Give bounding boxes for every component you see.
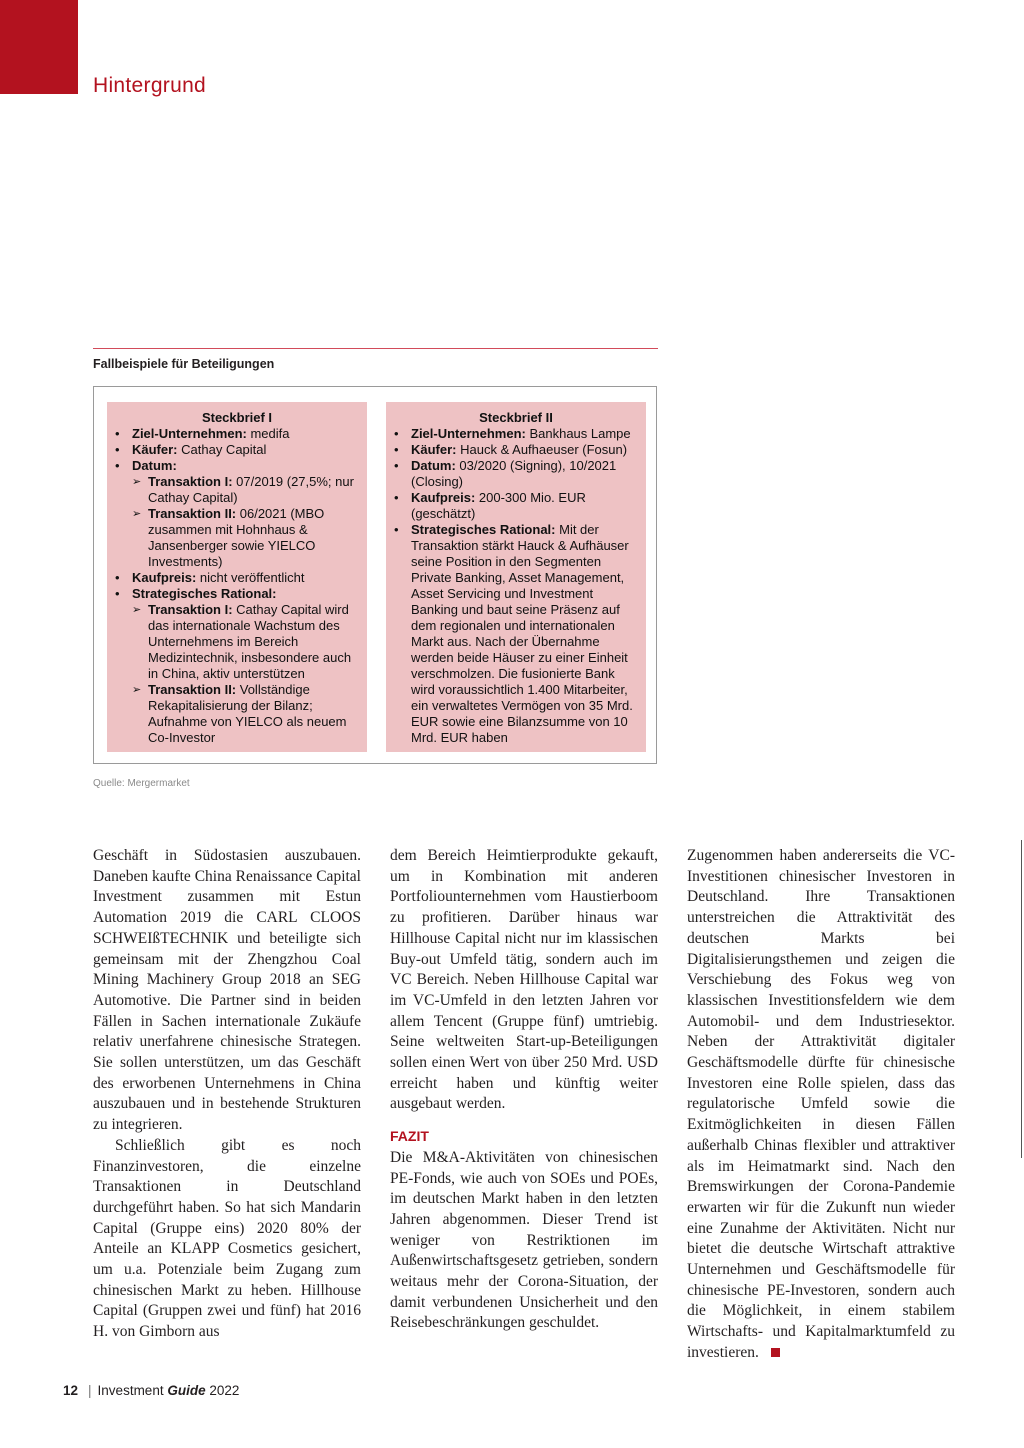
- item-text: 07/2019 (27,5%; nur Cathay Capital): [148, 474, 354, 505]
- paragraph: [687, 846, 955, 1364]
- page-footer: [63, 1383, 239, 1398]
- list-item: [115, 442, 359, 458]
- sub-list-item: [115, 602, 359, 682]
- section-color-tab: [0, 0, 78, 94]
- item-text: Cathay Capital: [177, 442, 267, 457]
- item-label: Kaufpreis:: [132, 570, 197, 585]
- paragraph: Schließlich gibt es noch Finanzinvestoren, die einzelne Transaktionen in Deutschland durchgeführt haben. So hat sich Mandarin Capital (Gruppe eins) 2020 80% der Anteile an KLAPP Cosmetics gesichert, um u.a. Potenziale beim Zugang zum chinesischen Markt zu heben. Hillhouse Capital (Gruppen zwei und fünf) hat 2016 H. von Gimborn aus: [93, 1136, 361, 1341]
- item-text: Vollständige Rekapitalisierung der Bilanz; Aufnahme von YIELCO als neuem Co-Investor: [148, 682, 347, 745]
- item-text: Mit der Transaktion stärkt Hauck & Aufhäuser seine Position in den Segmenten Private Banking, Asset Management, Asset Servicing und Investment Banking und baut seine Präsenz auf dem regionalen und internationalen Markt aus. Nach der Übernahme werden beide Häuser zu einer Einheit verschmolzen. Die fusionierte Bank wird voraussichtlich 1.400 Mitarbeiter, ein verwaltetes Vermögen von 35 Mrd. EUR sowie eine Bilanzsumme von 10 Mrd. EUR haben: [411, 522, 633, 745]
- list-item: [394, 442, 638, 458]
- item-label: Transaktion II:: [148, 682, 237, 697]
- publication-year: 2022: [205, 1383, 240, 1398]
- list-item: [115, 426, 359, 442]
- list-item: [115, 570, 359, 586]
- item-text: Hauck & Aufhaeuser (Fosun): [456, 442, 628, 457]
- publication-prefix: Investment: [97, 1383, 168, 1398]
- sub-list-item: [115, 474, 359, 506]
- list-item: [394, 426, 638, 442]
- item-text: medifa: [246, 426, 290, 441]
- list-item: [115, 458, 359, 474]
- item-label: Ziel-Unternehmen:: [411, 426, 526, 441]
- page-edge-line: [1021, 840, 1022, 1158]
- figure-source: Quelle: Mergermarket: [93, 778, 190, 789]
- paragraph: Die M&A-Aktivitäten von chinesischen PE-Fonds, wie auch von SOEs und POEs, im deutschen Markt haben in den letzten Jahren abgenommen. Dieser Trend ist weniger von Restriktionen im Außenwirtschaftsgesetz getrieben, sondern weitaus mehr der Corona-Situation, der damit verbundenen Unsicherheit und den Reisebeschränkungen geschuldet.: [390, 1148, 658, 1332]
- item-label: Strategisches Rational:: [411, 522, 556, 537]
- text-column-3: [687, 846, 955, 1364]
- profile-card-1: [107, 402, 367, 752]
- subheading: FAZIT: [390, 1128, 429, 1145]
- sub-list-item: [115, 506, 359, 570]
- page-number: 12: [63, 1383, 79, 1398]
- item-text: Cathay Capital wird das internationale Wachstum des Unternehmens im Bereich Medizintechnik, insbesondere auch in China, aktiv unterstützen: [148, 602, 352, 681]
- figure-divider: [93, 348, 658, 349]
- item-label: Datum:: [411, 458, 456, 473]
- item-text: 03/2020 (Signing), 10/2021 (Closing): [411, 458, 617, 489]
- item-label: Ziel-Unternehmen:: [132, 426, 247, 441]
- card-title: Steckbrief II: [479, 410, 553, 425]
- item-text: 06/2021 (MBO zusammen mit Hohnhaus & Jansenberger sowie YIELCO Investments): [148, 506, 325, 569]
- end-of-article-mark: [771, 1348, 780, 1357]
- list-item: [394, 458, 638, 490]
- card-list: [394, 426, 638, 746]
- publication-guide: Guide: [167, 1383, 206, 1398]
- item-label: Kaufpreis:: [411, 490, 476, 505]
- item-label: Strategisches Rational:: [132, 586, 277, 601]
- item-label: Transaktion II:: [148, 506, 237, 521]
- item-label: Transaktion I:: [148, 602, 233, 617]
- text-column-2: [390, 846, 658, 1334]
- profile-card-2: [386, 402, 646, 752]
- paragraph: dem Bereich Heimtierprodukte gekauft, um in Kombination mit anderen Portfoliounternehmen vom Haustierboom zu profitieren. Darüber hinaus war Hillhouse Capital nicht nur im klassischen Buy-out Umfeld tätig, sondern auch im VC Bereich. Neben Hillhouse Capital war im VC-Umfeld in den letzten Jahren vor allem Tencent (Gruppe fünf) umtriebig. Seine weltweiten Start-up-Beteiligungen sollen einen Wert von über 250 Mrd. USD erreicht haben und künftig weiter ausgebaut werden.: [390, 847, 658, 1113]
- list-item: [394, 490, 638, 522]
- footer-separator: |: [88, 1383, 92, 1398]
- item-label: Datum:: [132, 458, 177, 473]
- item-label: Transaktion I:: [148, 474, 233, 489]
- paragraph-text: Zugenommen haben andererseits die VC-Investitionen chinesischer Investoren in Deutschland. Ihre Transaktionen unterstreichen die Attraktivität des deutschen Markts bei Digitalisierungsthemen und zeigen die Verschiebung des Fokus weg von klassischen Investitionsfeldern wie dem Automobil- und dem Industriesektor. Neben der Attraktivität digitaler Geschäftsmodelle dürfte für chinesische Investoren eine Rolle spielen, dass das regulatorische Umfeld sowie die Exitmöglichkeiten in diesen Fällen außerhalb Chinas flexibler und attraktiver als im Heimatmarkt sind. Nach den Bremswirkungen der Corona-Pandemie erwarten wir für die Zukunft nun wieder eine Zunahme der Aktivitäten. Nicht nur bietet die deutsche Wirtschaft attraktive Unternehmen und Geschäftsmodelle für chinesische PE-Investoren, sondern auch die Möglichkeit, in einem stabilem Wirtschafts- und Kapitalmarktumfeld zu investieren.: [687, 847, 955, 1361]
- card-list: [115, 426, 359, 746]
- sub-list-item: [115, 682, 359, 746]
- list-item: [394, 522, 638, 746]
- text-column-1: [93, 846, 361, 1343]
- paragraph: Geschäft in Südostasien auszubauen. Daneben kaufte China Renaissance Capital Investment zusammen mit Estun Automation 2019 die CARL CLOOS SCHWEIßTECHNIK und beteiligte sich gemeinsam mit der Zhengzhou Coal Mining Machinery Group 2018 an SEG Automotive. Die Partner sind in beiden Fällen in Sachen internationale Zukäufe relativ unerfahrene chinesische Strategen. Sie sollen unterstützen, um das Geschäft des erworbenen Unternehmens in China auszubauen und in bestehende Strukturen zu integrieren.: [93, 847, 361, 1134]
- item-text: Bankhaus Lampe: [525, 426, 631, 441]
- item-text: 200-300 Mio. EUR (geschätzt): [411, 490, 586, 521]
- section-title: Hintergrund: [93, 74, 207, 97]
- figure-title: Fallbeispiele für Beteiligungen: [93, 357, 275, 371]
- card-title: Steckbrief I: [201, 410, 273, 425]
- item-text: nicht veröffentlicht: [196, 570, 305, 585]
- item-label: Käufer:: [411, 442, 457, 457]
- item-label: Käufer:: [132, 442, 178, 457]
- list-item: [115, 586, 359, 602]
